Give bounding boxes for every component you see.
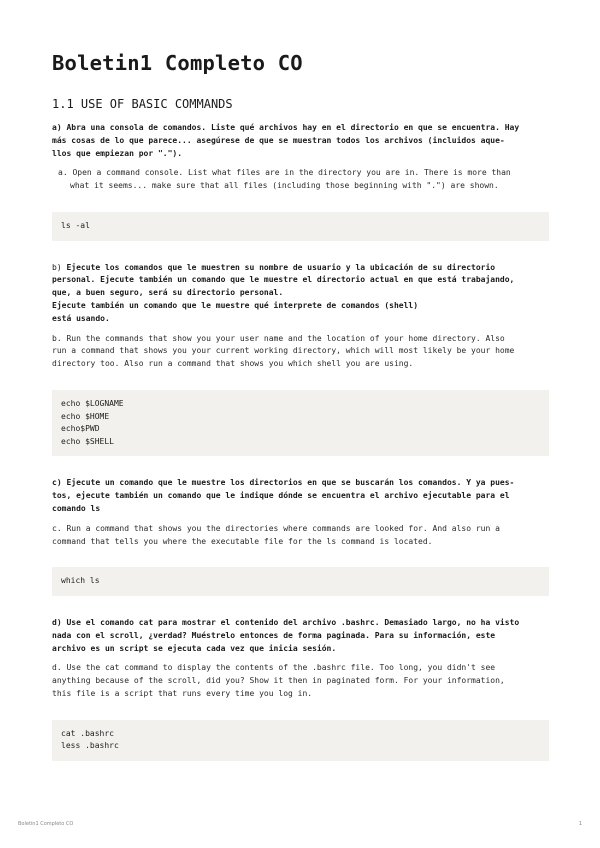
exercise-d <box>52 617 548 761</box>
code-line: which ls <box>61 576 100 586</box>
exercise-b-label: b) <box>52 262 67 272</box>
section-heading: 1.1 USE OF BASIC COMMANDS <box>52 97 233 111</box>
exercise-a <box>52 122 548 241</box>
exercise-c <box>52 477 548 596</box>
code-line: less .bashrc <box>61 741 119 751</box>
exercise-a-code <box>52 212 549 241</box>
code-line: echo$PWD <box>61 424 100 434</box>
exercise-c-question: c) Ejecute un comando que le muestre los directorios en que se buscarán los comandos. Y ya pues- tos, ejecute también un comando que le indique dónde se encuentra el archivo ejecutable para el comando ls <box>52 478 515 513</box>
exercise-b-english: b. Run the commands that show you your user name and the location of your home directory. Also run a command that shows you your current working directory, which will most likely be your home directory too. Also run a command that shows you which shell you are using. <box>52 333 515 369</box>
exercise-d-english: d. Use the cat command to display the contents of the .bashrc file. Too long, you didn't see anything because of the scroll, did you? Show it then in paginated form. For your information, this file is a script that runs every time you log in. <box>52 663 505 698</box>
code-line: echo $HOME <box>61 411 110 421</box>
document-title: Boletin1 Completo CO <box>52 51 303 75</box>
exercise-d-question: d) Use el comando cat para mostrar el contenido del archivo .bashrc. Demasiado largo, no ha visto nada con el scroll, ¿verdad? Muéstrelo entonces de forma paginada. Para su información, este archivo es un script se ejecuta cada vez que inicia sesión. <box>52 617 520 653</box>
page-number: 1 <box>578 821 582 827</box>
code-line: ls -al <box>61 220 90 230</box>
exercise-b-code <box>52 390 549 456</box>
exercise-a-english: a. Open a command console. List what files are in the directory you are in. There is more than what it seems... make sure that all files (including those beginning with ".") are shown. <box>58 168 511 191</box>
code-line: echo $SHELL <box>61 436 114 446</box>
exercise-a-question: a) Abra una consola de comandos. Liste qué archivos hay en el directorio en que se encuentra. Hay más cosas de lo que parece... asegúrese de que se muestran todos los archivos (incluidos aque- llos que empiezan por "."). <box>52 123 520 158</box>
exercise-d-code <box>52 720 549 761</box>
exercise-c-code <box>52 567 549 596</box>
exercise-b-question <box>52 262 548 326</box>
footer-title: Boletin1 Completo CO <box>18 821 74 827</box>
exercise-c-english: c. Run a command that shows you the directories where commands are looked for. And also run a command that tells you where the executable file for the ls command is located. <box>52 523 500 546</box>
exercise-b-question-text: Ejecute los comandos que le muestren su nombre de usuario y la ubicación de su directorio personal. Ejecute también un comando que le muestre el directorio actual en que está trabajando, que, a buen seguro, será su directorio personal. Ejecute también un comando que le muestre qué interprete de comandos (shell) está usando. <box>52 262 515 323</box>
code-line: cat .bashrc <box>61 728 114 738</box>
exercise-b <box>52 262 548 457</box>
code-line: echo $LOGNAME <box>61 398 124 408</box>
